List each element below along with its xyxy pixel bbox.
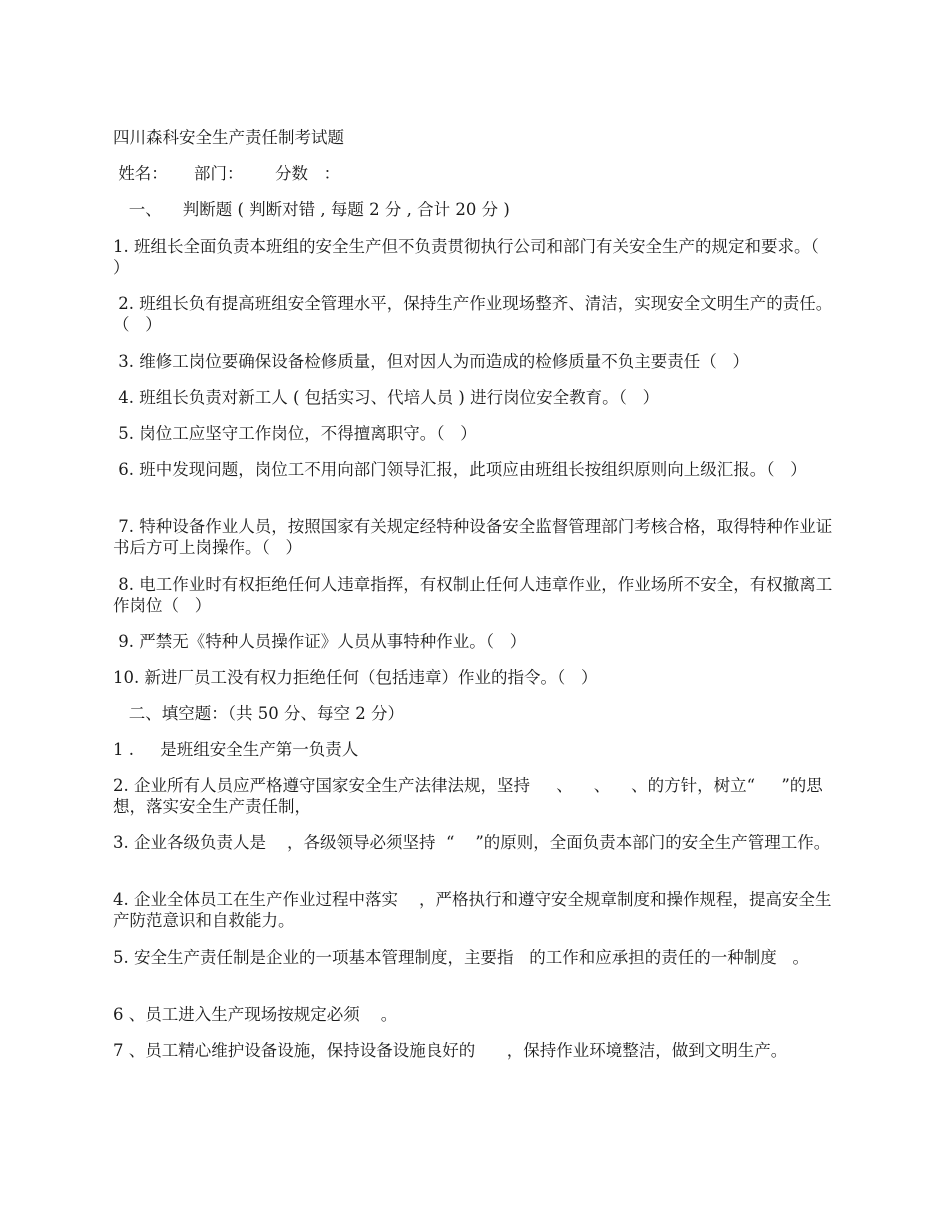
question-item: 3. 维修工岗位要确保设备检修质量，但对因人为而造成的检修质量不负主要责任（ ） <box>113 352 749 371</box>
question-item: 4. 班组长负责对新工人 ( 包括实习、代培人员 ) 进行岗位安全教育。（ ） <box>113 388 660 407</box>
question-item: 9. 严禁无《特种人员操作证》人员从事特种作业。（ ） <box>113 632 527 651</box>
fill-item: 3. 企业各级负责人是 ，各级领导必须坚持 “ ”的原则，全面负责本部门的安全生产管理工作。 <box>113 833 831 852</box>
fill-item: 6 、员工进入生产现场按规定必须 。 <box>113 1005 398 1024</box>
question-item: 7. 特种设备作业人员，按照国家有关规定经特种设备安全监督管理部门考核合格，取得特种作业证书后方可上岗操作。（ ） <box>113 517 833 557</box>
document-title: 四川森科安全生产责任制考试题 <box>113 128 344 147</box>
question-item: 1. 班组长全面负责本班组的安全生产但不负责贯彻执行公司和部门有关安全生产的规定和要求。（ ） <box>113 237 835 277</box>
section1-heading: 一、 判断题 ( 判断对错 , 每题 2 分 , 合计 20 分 ) <box>113 200 510 219</box>
question-item: 5. 岗位工应坚守工作岗位，不得擅离职守。（ ） <box>113 424 477 443</box>
fill-item: 5. 安全生产责任制是企业的一项基本管理制度，主要指 的工作和应承担的责任的一种制度 。 <box>113 948 809 967</box>
question-item: 8. 电工作业时有权拒绝任何人违章指挥，有权制止任何人违章作业，作业场所不安全，有权撤离工作岗位（ ） <box>113 575 833 615</box>
info-line: 姓名： 部门： 分数 ： <box>113 164 341 183</box>
question-item: 2. 班组长负有提高班组安全管理水平，保持生产作业现场整齐、清洁，实现安全文明生产的责任。（ ） <box>113 294 833 334</box>
fill-item: 4. 企业全体员工在生产作业过程中落实 ，严格执行和遵守安全规章制度和操作规程，提高安全生产防范意识和自救能力。 <box>113 890 832 930</box>
question-item: 6. 班中发现问题，岗位工不用向部门领导汇报，此项应由班组长按组织原则向上级汇报。（ ） <box>113 460 807 479</box>
section2-heading: 二、填空题：（共 50 分、每空 2 分） <box>113 704 404 723</box>
fill-item: 1 . 是班组安全生产第一负责人 <box>113 740 359 759</box>
fill-item: 7 、员工精心维护设备设施，保持设备设施良好的 ，保持作业环境整洁，做到文明生产。 <box>113 1041 788 1060</box>
fill-item: 2. 企业所有人员应严格遵守国家安全生产法律法规，坚持 、 、 、的方针，树立“ ”的思想，落实安全生产责任制， <box>113 776 823 816</box>
question-item: 10. 新进厂员工没有权力拒绝任何（包括违章）作业的指令。（ ） <box>113 668 598 687</box>
